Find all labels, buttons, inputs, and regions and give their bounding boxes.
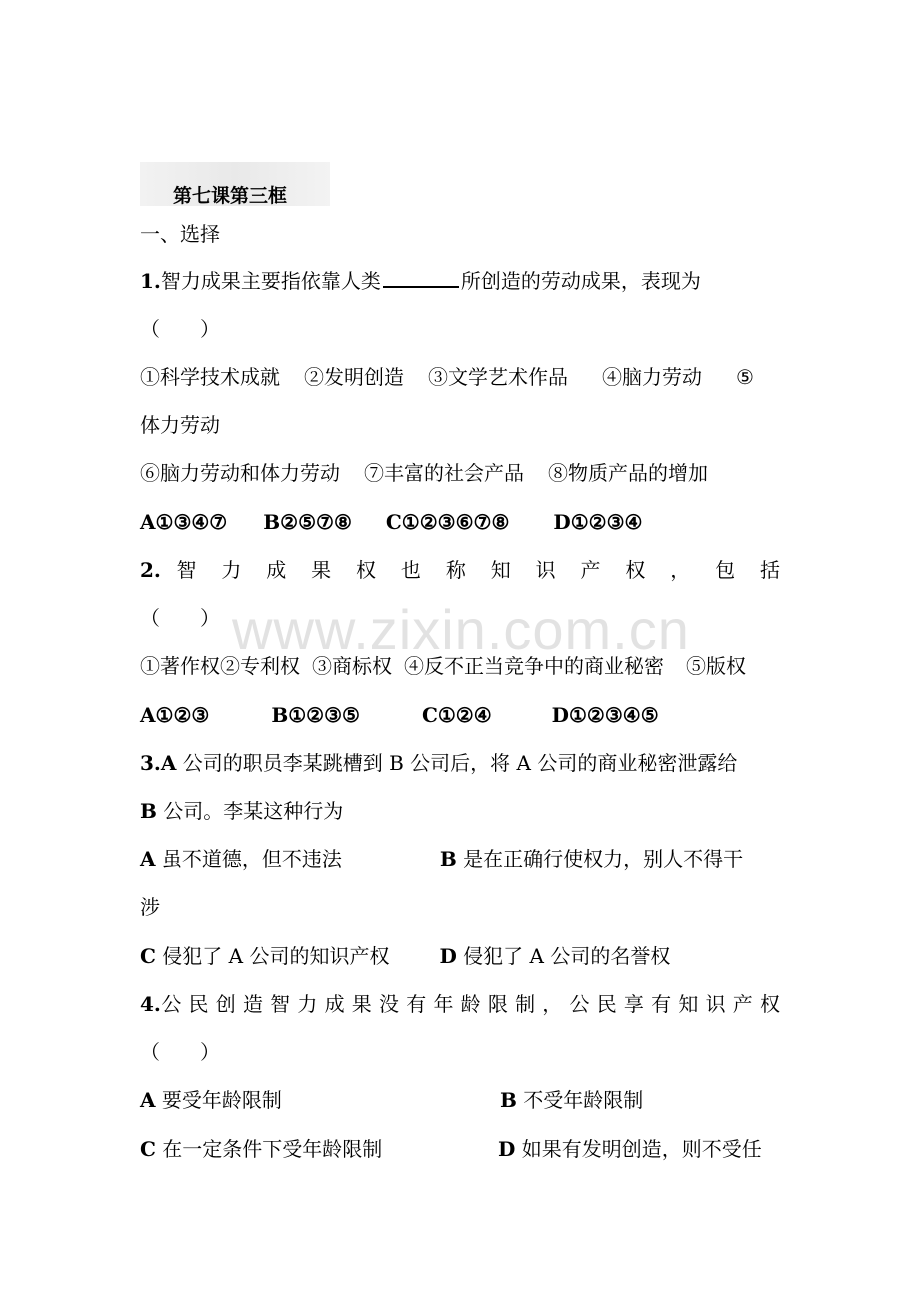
question-1-number: 1. bbox=[140, 269, 161, 293]
q2-option-4: ④反不正当竞争中的商业秘密 bbox=[404, 654, 664, 678]
q3-option-d-letter: D bbox=[439, 944, 457, 968]
q1-option-6: ⑥脑力劳动和体力劳动 bbox=[140, 461, 340, 485]
question-2-number: 2. bbox=[140, 558, 161, 582]
q3-option-b: 是在正确行使权力，别人不得干 bbox=[463, 847, 744, 871]
question-3-stem-line1 bbox=[140, 749, 737, 777]
question-4-options-row2 bbox=[140, 1135, 382, 1163]
question-3-options-row2 bbox=[140, 942, 670, 970]
q3-option-a: 虽不道德，但不违法 bbox=[161, 847, 342, 871]
q4-option-d-letter: D bbox=[498, 1137, 516, 1161]
q4-option-d: 如果有发明创造，则不受任 bbox=[521, 1137, 762, 1161]
question-1-text-after: 所创造的劳动成果，表现为 bbox=[460, 269, 701, 293]
q1-option-5-marker: ⑤ bbox=[736, 365, 754, 389]
q1-option-1: ①科学技术成就 bbox=[140, 365, 280, 389]
q1-answer-b: B②⑤⑦⑧ bbox=[263, 510, 352, 534]
question-4-text: 公 民 创 造 智 力 成 果 没 有 年 龄 限 制 ， 公 民 享 有 知 识 产 权 bbox=[160, 992, 780, 1016]
question-3-number: 3.A bbox=[140, 751, 177, 775]
question-2-paren: （ ） bbox=[140, 606, 220, 630]
question-3-stem-line2 bbox=[140, 797, 343, 825]
question-4-number: 4. bbox=[140, 992, 161, 1016]
q2-answer-a: A①②③ bbox=[140, 703, 210, 727]
question-1-blank bbox=[383, 266, 459, 288]
q1-option-2: ②发明创造 bbox=[304, 365, 404, 389]
q3-option-c: 侵犯了 A 公司的知识产权 bbox=[162, 944, 390, 968]
q3-option-b-continuation: 涉 bbox=[140, 895, 160, 919]
question-1-paren: （ ） bbox=[140, 317, 220, 341]
question-1-answers bbox=[140, 508, 642, 536]
question-2-answers bbox=[140, 701, 659, 729]
question-3-b-letter: B bbox=[140, 799, 157, 823]
q1-option-3: ③文学艺术作品 bbox=[428, 365, 568, 389]
q4-option-b-letter: B bbox=[500, 1088, 517, 1112]
q3-option-c-letter: C bbox=[140, 944, 156, 968]
q2-answer-b: B①②③⑤ bbox=[271, 703, 360, 727]
question-4-paren: （ ） bbox=[140, 1040, 220, 1064]
q2-option-1-2: ①著作权②专利权 bbox=[140, 654, 300, 678]
q2-answer-d: D①②③④⑤ bbox=[551, 703, 659, 727]
q1-answer-a: A①③④⑦ bbox=[140, 510, 228, 534]
question-3-text-2: 公司。李某这种行为 bbox=[163, 799, 344, 823]
q3-option-d: 侵犯了 A 公司的名誉权 bbox=[463, 944, 671, 968]
question-3-text-1: 公司的职员李某跳槽到 B 公司后，将 A 公司的商业秘密泄露给 bbox=[182, 751, 738, 775]
q2-answer-c: C①②④ bbox=[421, 703, 492, 727]
q2-option-5: ⑤版权 bbox=[686, 654, 746, 678]
question-3-options-row1 bbox=[140, 845, 743, 873]
question-1-text-before: 智力成果主要指依靠人类 bbox=[160, 269, 381, 293]
q3-option-a-letter: A bbox=[140, 847, 156, 871]
watermark: www.zixin.com.cn bbox=[232, 598, 690, 661]
q1-option-7: ⑦丰富的社会产品 bbox=[364, 461, 524, 485]
question-4-options-row1 bbox=[140, 1086, 282, 1114]
question-2-stem bbox=[140, 556, 780, 584]
section-heading: 一、选择 bbox=[140, 222, 220, 246]
page-title: 第七课第三框 bbox=[173, 185, 288, 207]
q3-option-b-letter: B bbox=[439, 847, 457, 871]
q4-option-a-letter: A bbox=[140, 1088, 156, 1112]
question-2-text: 智 力 成 果 权 也 称 知 识 产 权 ， 包 括 bbox=[176, 558, 780, 582]
q1-option-4: ④脑力劳动 bbox=[602, 365, 702, 389]
q1-answer-d: D①②③④ bbox=[553, 510, 643, 534]
question-1-options-row2 bbox=[140, 459, 708, 487]
question-4-stem bbox=[140, 990, 780, 1018]
q4-option-b: 不受年龄限制 bbox=[523, 1088, 644, 1112]
q2-option-3: ③商标权 bbox=[312, 654, 392, 678]
q1-answer-c: C①②③⑥⑦⑧ bbox=[385, 510, 510, 534]
question-1-stem bbox=[140, 266, 701, 295]
question-4-option-b-wrap bbox=[500, 1086, 643, 1114]
q4-option-a: 要受年龄限制 bbox=[161, 1088, 282, 1112]
question-4-option-d-wrap bbox=[498, 1135, 762, 1163]
question-1-options-row1 bbox=[140, 363, 754, 391]
q4-option-c: 在一定条件下受年龄限制 bbox=[162, 1137, 383, 1161]
q1-option-8: ⑧物质产品的增加 bbox=[548, 461, 708, 485]
q1-option-5-text: 体力劳动 bbox=[140, 413, 220, 437]
q4-option-c-letter: C bbox=[140, 1137, 156, 1161]
